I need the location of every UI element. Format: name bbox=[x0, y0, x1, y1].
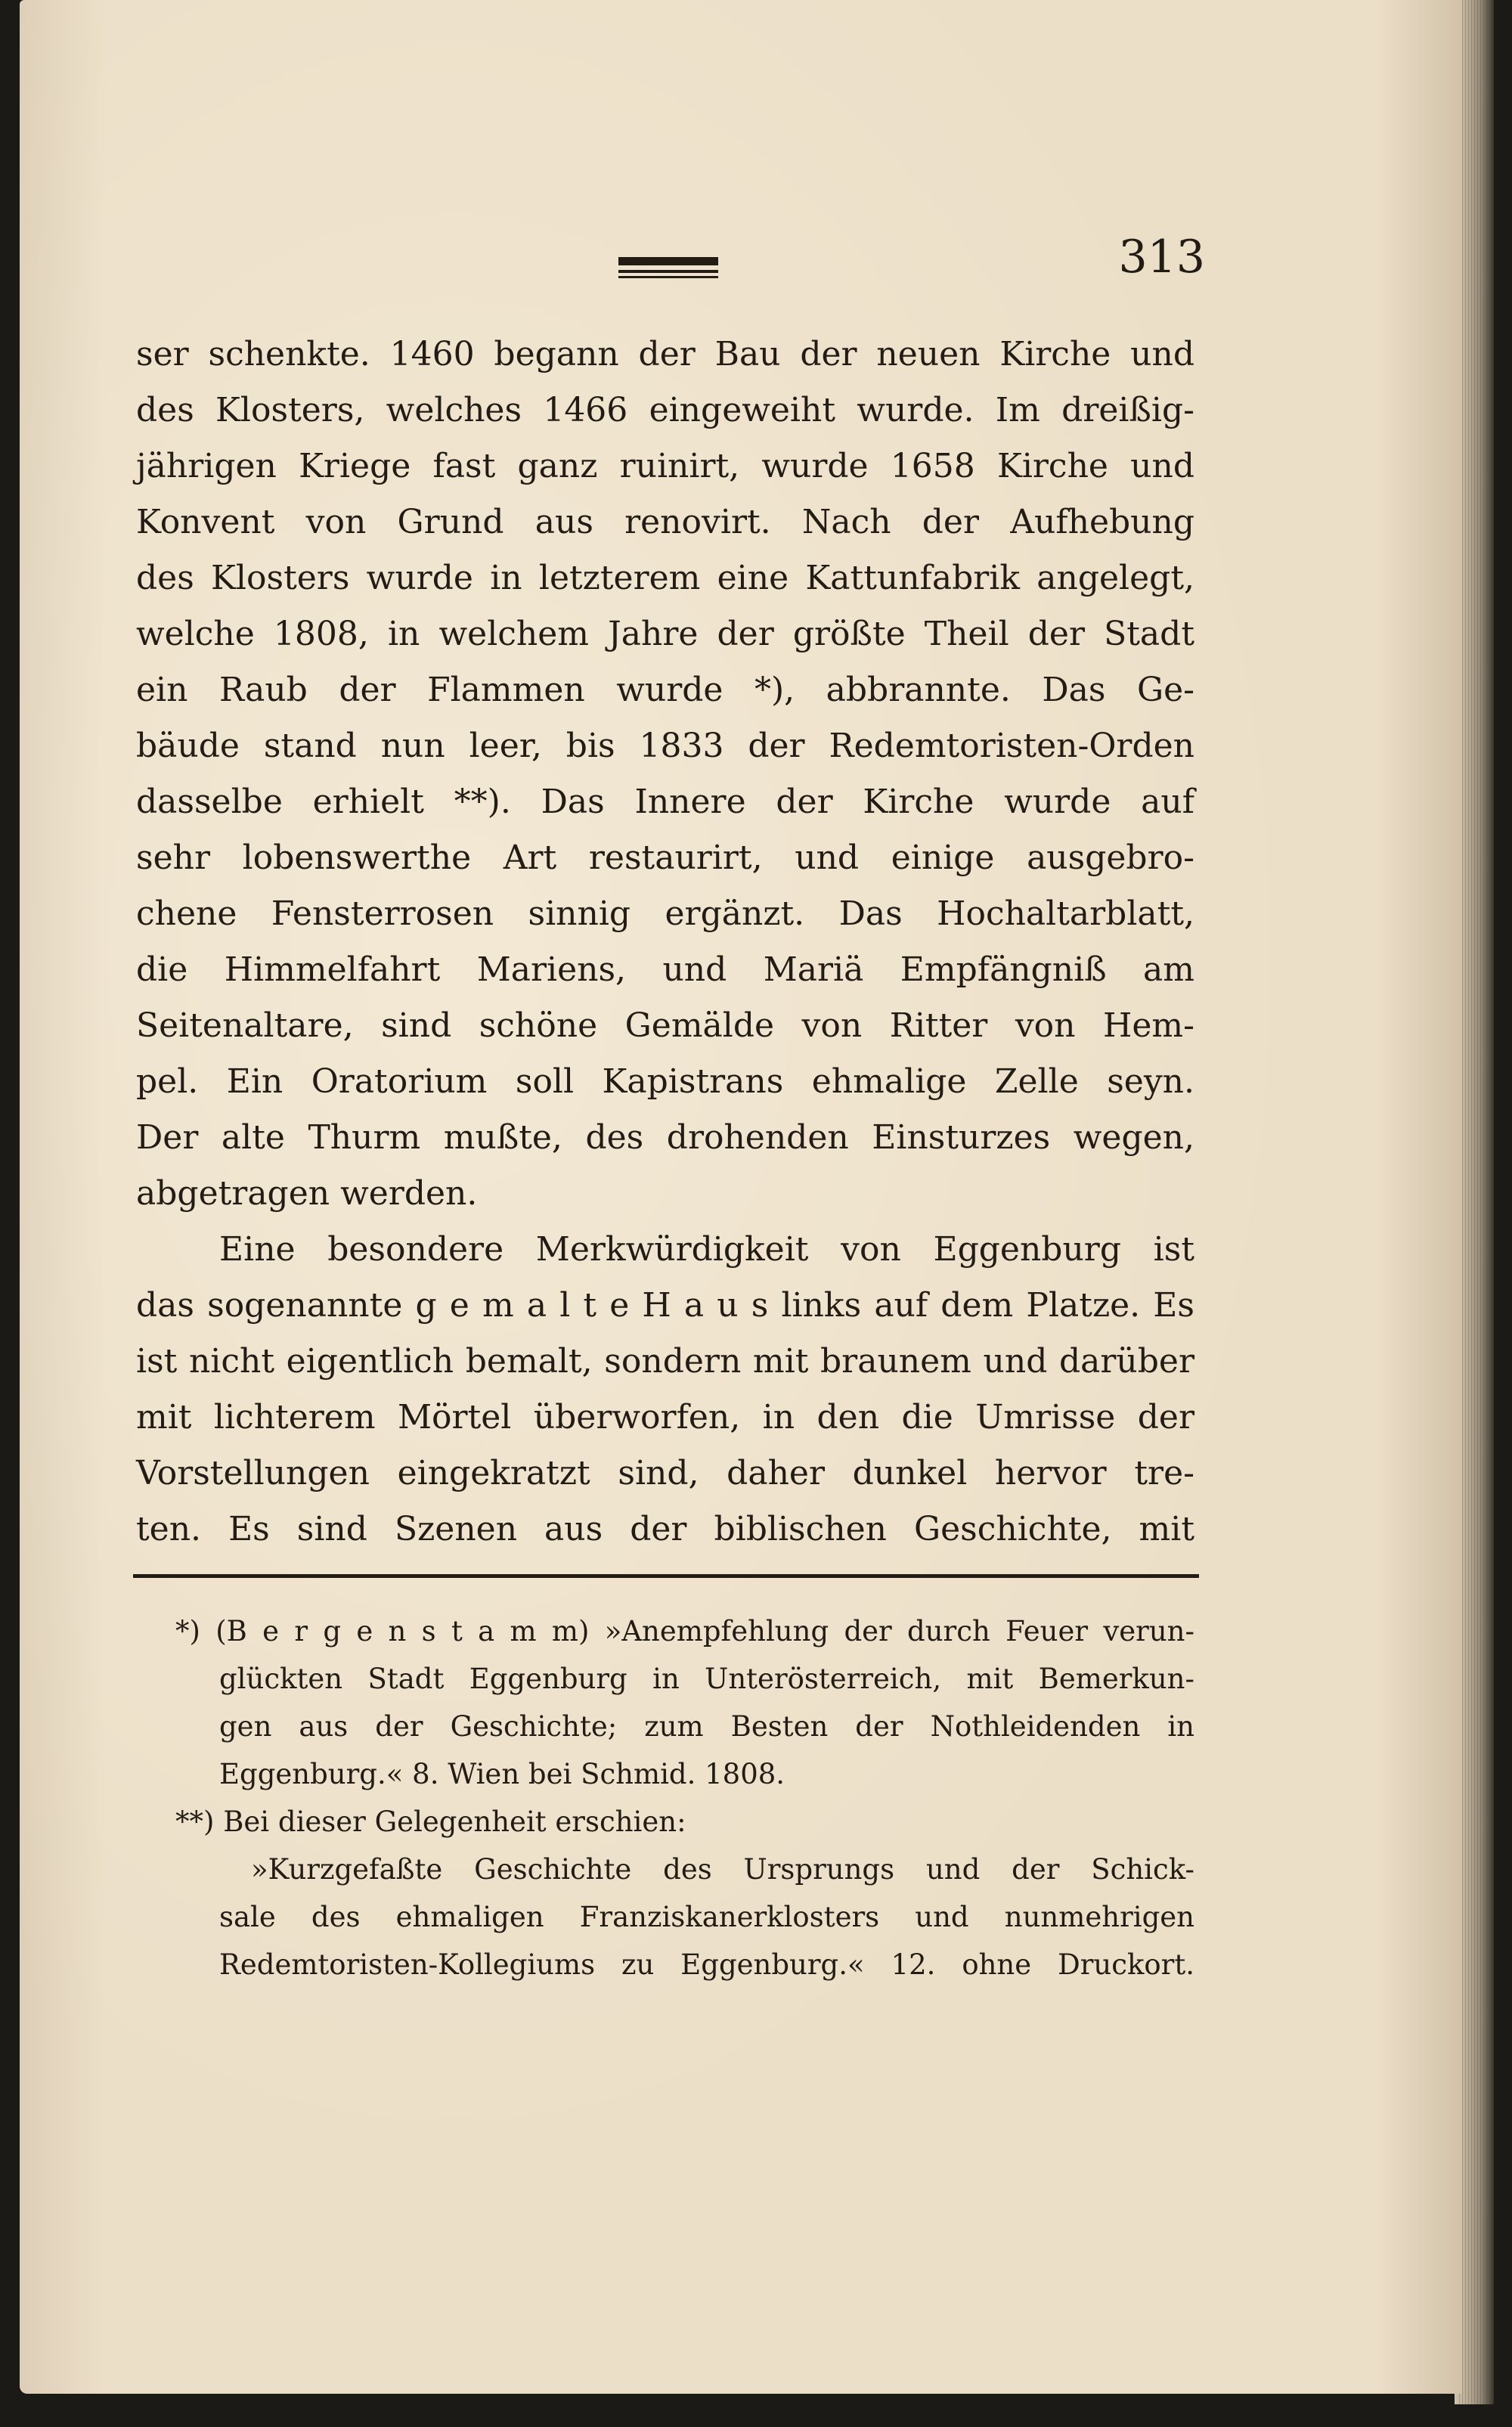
footnote-divider bbox=[133, 1574, 1199, 1578]
footnote-line: Eggenburg.« 8. Wien bei Schmid. 1808. bbox=[219, 1758, 785, 1790]
body-line: ist nicht eigentlich bemalt, sondern mit braunem und darüber bbox=[136, 1342, 1194, 1381]
body-line: mit lichterem Mörtel überworfen, in den die Umrisse der bbox=[136, 1398, 1194, 1437]
footnote-line: Redemtoristen-Kollegiums zu Eggenburg.« 12. ohne Druckort. bbox=[219, 1948, 1194, 1981]
body-line: Vorstellungen eingekratzt sind, daher dunkel hervor tre- bbox=[136, 1454, 1194, 1492]
body-line: Der alte Thurm mußte, des drohenden Einsturzes wegen, bbox=[136, 1118, 1194, 1157]
body-line: chene Fensterrosen sinnig ergänzt. Das Hochaltarblatt, bbox=[136, 894, 1194, 933]
footnote-line: glückten Stadt Eggenburg in Unterösterreich, mit Bemerkun- bbox=[219, 1663, 1194, 1695]
body-line: abgetragen werden. bbox=[136, 1174, 478, 1213]
page-number: 313 bbox=[1118, 231, 1205, 284]
footnote-line: **) Bei dieser Gelegenheit erschien: bbox=[175, 1806, 686, 1838]
footnote-line: »Kurzgefaßte Geschichte des Ursprungs und der Schick- bbox=[251, 1853, 1194, 1886]
body-line: Eine besondere Merkwürdigkeit von Eggenburg ist bbox=[219, 1230, 1194, 1269]
header-ornament-rule bbox=[618, 257, 718, 280]
body-line: welche 1808, in welchem Jahre der größte Theil der Stadt bbox=[136, 615, 1194, 653]
body-line: ser schenkte. 1460 begann der Bau der neuen Kirche und bbox=[136, 335, 1194, 374]
body-line: sehr lobenswerthe Art restaurirt, und einige ausgebro- bbox=[136, 838, 1194, 877]
footnote-line: gen aus der Geschichte; zum Besten der Nothleidenden in bbox=[219, 1710, 1194, 1743]
body-line: dasselbe erhielt **). Das Innere der Kirche wurde auf bbox=[136, 783, 1194, 821]
body-line: des Klosters wurde in letzterem eine Kattunfabrik angelegt, bbox=[136, 559, 1194, 597]
footnotes bbox=[136, 1607, 1194, 1988]
body-line: pel. Ein Oratorium soll Kapistrans ehmalige Zelle seyn. bbox=[136, 1062, 1194, 1101]
book-page-edge-lines bbox=[1459, 0, 1488, 2404]
footnote-line: sale des ehmaligen Franziskanerklosters und nunmehrigen bbox=[219, 1901, 1194, 1933]
body-line: ein Raub der Flammen wurde *), abbrannte. Das Ge- bbox=[136, 671, 1194, 709]
footnote-line: *) (B e r g e n s t a m m) »Anempfehlung der durch Feuer verun- bbox=[175, 1615, 1194, 1647]
body-line: ten. Es sind Szenen aus der biblischen Geschichte, mit bbox=[136, 1510, 1194, 1548]
body-line: die Himmelfahrt Mariens, und Mariä Empfängniß am bbox=[136, 950, 1194, 989]
body-line: Konvent von Grund aus renovirt. Nach der Aufhebung bbox=[136, 503, 1194, 541]
body-line: bäude stand nun leer, bis 1833 der Redemtoristen-Orden bbox=[136, 727, 1194, 765]
body-text bbox=[136, 327, 1194, 1558]
body-line: des Klosters, welches 1466 eingeweiht wurde. Im dreißig- bbox=[136, 391, 1194, 429]
body-line: Seitenaltare, sind schöne Gemälde von Ritter von Hem- bbox=[136, 1006, 1194, 1045]
body-line: das sogenannte g e m a l t e H a u s links auf dem Platze. Es bbox=[136, 1286, 1194, 1325]
body-line: jährigen Kriege fast ganz ruinirt, wurde 1658 Kirche und bbox=[136, 447, 1194, 485]
